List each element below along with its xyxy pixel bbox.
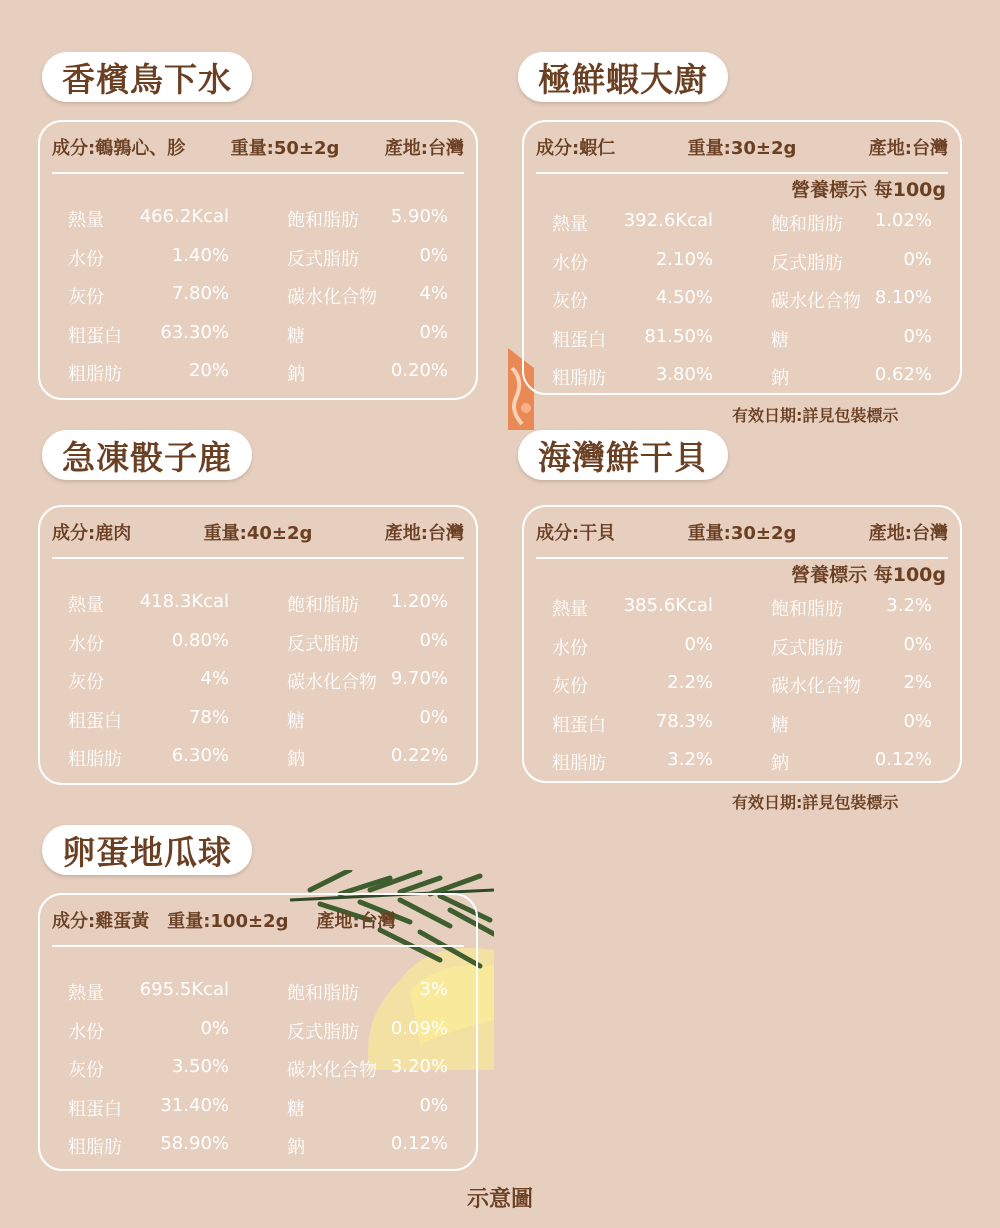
nutrient-row <box>68 354 448 393</box>
nutrient-label: 鈉 <box>287 364 305 386</box>
nutrient-pair-right <box>771 711 932 737</box>
nutrient-pair-right <box>771 364 932 390</box>
nutrient-pair-left <box>552 249 713 275</box>
weight-text: 重量:30±2g <box>687 138 797 159</box>
nutrient-value: 0% <box>419 244 448 266</box>
nutrient-pair-left <box>68 245 229 271</box>
nutrient-row <box>68 1089 448 1128</box>
nutrient-label: 飽和脂肪 <box>771 599 843 621</box>
nutrition-card <box>522 120 962 395</box>
nutrition-card <box>38 893 478 1171</box>
nutrient-label: 粗脂肪 <box>68 749 122 771</box>
nutrient-pair-left <box>68 360 229 386</box>
nutrient-pair-right <box>771 326 932 352</box>
nutrient-value: 31.40% <box>160 1094 229 1116</box>
nutrient-label: 飽和脂肪 <box>287 983 359 1005</box>
nutrient-label: 粗蛋白 <box>68 325 122 347</box>
nutrient-value: 0.20% <box>390 360 448 382</box>
card-header <box>52 895 464 947</box>
nutrient-row <box>68 1012 448 1051</box>
product-title: 極鮮蝦大廚 <box>518 52 728 102</box>
nutrient-row <box>68 316 448 355</box>
nutrient-value: 418.3Kcal <box>139 591 229 613</box>
nutrient-pair-right <box>771 287 932 313</box>
ingredient-text: 成分:鹿肉 <box>52 523 132 544</box>
nutrient-label: 灰份 <box>68 1060 104 1082</box>
nutrient-pair-right <box>287 245 448 271</box>
nutrient-value: 0.80% <box>171 629 229 651</box>
nutrient-label: 鈉 <box>771 368 789 390</box>
nutrient-value: 3.2% <box>667 749 713 771</box>
nutrient-label: 鈉 <box>287 749 305 771</box>
nutrient-value: 0% <box>903 633 932 655</box>
nutrient-pair-right <box>287 707 448 733</box>
card-header <box>52 507 464 559</box>
ingredient-text: 成分:干貝 <box>536 523 616 544</box>
nutrient-value: 385.6Kcal <box>623 595 713 617</box>
nutrient-value: 0% <box>419 321 448 343</box>
nutrient-label: 碳水化合物 <box>287 672 377 694</box>
nutrient-label: 水份 <box>68 633 104 655</box>
nutrient-pair-right <box>287 360 448 386</box>
per-100g-label: 營養標示 每100g <box>791 564 946 586</box>
nutrient-pair-left <box>68 283 229 309</box>
nutrient-row <box>68 1050 448 1089</box>
nutrient-value: 0% <box>419 1094 448 1116</box>
nutrient-pair-right <box>287 745 448 771</box>
nutrient-label: 水份 <box>68 248 104 270</box>
nutrition-card <box>38 120 478 400</box>
nutrient-label: 灰份 <box>552 291 588 313</box>
nutrient-pair-right <box>287 1018 448 1044</box>
nutrient-row <box>552 358 932 397</box>
nutrient-value: 2.2% <box>667 672 713 694</box>
nutrient-value: 2% <box>903 672 932 694</box>
nutrient-value: 3.2% <box>886 595 932 617</box>
nutrient-value: 695.5Kcal <box>139 979 229 1001</box>
nutrient-label: 熱量 <box>552 214 588 236</box>
nutrient-value: 63.30% <box>160 321 229 343</box>
nutrient-value: 6.30% <box>171 745 229 767</box>
nutrient-pair-right <box>287 206 448 232</box>
product-title: 卵蛋地瓜球 <box>42 825 252 875</box>
nutrient-value: 1.02% <box>874 210 932 232</box>
nutrient-row <box>552 628 932 667</box>
nutrient-pair-left <box>68 206 229 232</box>
card-header <box>536 507 948 559</box>
nutrient-pair-left <box>68 1056 229 1082</box>
nutrient-table <box>40 585 476 778</box>
nutrient-pair-left <box>68 745 229 771</box>
nutrient-pair-left <box>552 595 713 621</box>
nutrient-value: 3.80% <box>655 364 713 386</box>
nutrient-value: 78% <box>188 706 229 728</box>
origin-text: 產地:台灣 <box>384 138 464 159</box>
nutrient-value: 0.12% <box>390 1133 448 1155</box>
nutrient-pair-left <box>68 630 229 656</box>
nutrient-label: 糖 <box>771 329 789 351</box>
nutrient-value: 4.50% <box>655 287 713 309</box>
nutrient-value: 0.09% <box>390 1017 448 1039</box>
nutrient-value: 0% <box>903 248 932 270</box>
nutrient-pair-right <box>771 634 932 660</box>
nutrient-pair-left <box>552 749 713 775</box>
nutrient-pair-left <box>552 287 713 313</box>
nutrient-pair-left <box>68 1133 229 1159</box>
nutrient-label: 反式脂肪 <box>287 248 359 270</box>
nutrient-label: 反式脂肪 <box>287 633 359 655</box>
nutrient-pair-left <box>68 1018 229 1044</box>
nutrient-pair-left <box>552 210 713 236</box>
nutrient-label: 粗脂肪 <box>552 368 606 390</box>
nutrient-label: 糖 <box>287 1098 305 1120</box>
nutrient-label: 灰份 <box>68 287 104 309</box>
nutrient-label: 糖 <box>771 714 789 736</box>
nutrient-value: 8.10% <box>874 287 932 309</box>
nutrient-value: 4% <box>200 668 229 690</box>
nutrient-label: 糖 <box>287 710 305 732</box>
nutrient-row <box>68 701 448 740</box>
nutrient-label: 碳水化合物 <box>287 287 377 309</box>
nutrient-value: 0.22% <box>390 745 448 767</box>
nutrient-label: 碳水化合物 <box>771 676 861 698</box>
nutrient-value: 0.62% <box>874 364 932 386</box>
nutrient-pair-left <box>68 1095 229 1121</box>
nutrient-row <box>68 200 448 239</box>
nutrient-row <box>552 666 932 705</box>
nutrient-pair-right <box>771 249 932 275</box>
nutrient-value: 466.2Kcal <box>139 206 229 228</box>
weight-text: 重量:40±2g <box>203 523 313 544</box>
nutrient-value: 1.40% <box>171 244 229 266</box>
nutrient-label: 飽和脂肪 <box>287 210 359 232</box>
nutrient-value: 0% <box>903 710 932 732</box>
nutrient-label: 糖 <box>287 325 305 347</box>
nutrient-value: 5.90% <box>390 206 448 228</box>
nutrient-value: 0% <box>419 706 448 728</box>
weight-text: 重量:50±2g <box>230 138 340 159</box>
card-header <box>536 122 948 174</box>
expiry-note: 有效日期:詳見包裝標示 <box>732 793 899 812</box>
nutrient-value: 81.50% <box>644 325 713 347</box>
nutrition-card <box>38 505 478 785</box>
nutrient-label: 碳水化合物 <box>287 1060 377 1082</box>
nutrient-label: 粗蛋白 <box>552 714 606 736</box>
nutrient-value: 58.90% <box>160 1133 229 1155</box>
nutrient-label: 粗脂肪 <box>68 364 122 386</box>
nutrient-value: 3% <box>419 979 448 1001</box>
nutrient-label: 飽和脂肪 <box>771 214 843 236</box>
nutrient-label: 反式脂肪 <box>771 252 843 274</box>
nutrient-pair-left <box>552 711 713 737</box>
nutrient-pair-right <box>771 749 932 775</box>
nutrient-label: 灰份 <box>68 672 104 694</box>
nutrient-value: 0.12% <box>874 749 932 771</box>
nutrient-label: 水份 <box>552 637 588 659</box>
weight-text: 重量:30±2g <box>687 523 797 544</box>
nutrient-row <box>68 239 448 278</box>
nutrient-label: 水份 <box>552 252 588 274</box>
nutrient-pair-right <box>771 210 932 236</box>
nutrient-value: 20% <box>188 360 229 382</box>
nutrient-row <box>68 973 448 1012</box>
nutrient-label: 飽和脂肪 <box>287 595 359 617</box>
ingredient-text: 成分:雞蛋黃 <box>52 911 150 932</box>
origin-text: 產地:台灣 <box>868 523 948 544</box>
per-100g-label: 營養標示 每100g <box>791 179 946 201</box>
nutrient-value: 392.6Kcal <box>623 210 713 232</box>
nutrient-value: 9.70% <box>390 668 448 690</box>
origin-text: 產地:台灣 <box>316 911 396 932</box>
nutrient-row <box>68 277 448 316</box>
nutrient-pair-right <box>287 630 448 656</box>
product-title: 急凍骰子鹿 <box>42 430 252 480</box>
nutrient-pair-left <box>552 672 713 698</box>
nutrient-row <box>68 624 448 663</box>
nutrient-row <box>552 243 932 282</box>
nutrient-row <box>552 705 932 744</box>
nutrient-pair-right <box>287 591 448 617</box>
nutrient-label: 鈉 <box>287 1137 305 1159</box>
product-title: 海灣鮮干貝 <box>518 430 728 480</box>
expiry-note: 有效日期:詳見包裝標示 <box>732 406 899 425</box>
nutrient-table <box>40 200 476 393</box>
nutrient-table <box>524 204 960 397</box>
nutrient-row <box>68 662 448 701</box>
nutrient-pair-left <box>68 322 229 348</box>
nutrient-value: 0% <box>903 325 932 347</box>
nutrient-row <box>552 589 932 628</box>
nutrient-label: 反式脂肪 <box>771 637 843 659</box>
nutrient-label: 粗脂肪 <box>68 1137 122 1159</box>
nutrient-pair-right <box>287 283 448 309</box>
nutrient-table <box>40 973 476 1166</box>
nutrient-value: 3.20% <box>390 1056 448 1078</box>
nutrient-pair-left <box>68 668 229 694</box>
nutrient-value: 0% <box>419 629 448 651</box>
nutrient-value: 78.3% <box>655 710 713 732</box>
nutrient-pair-right <box>287 322 448 348</box>
nutrient-row <box>552 204 932 243</box>
nutrient-label: 碳水化合物 <box>771 291 861 313</box>
nutrient-pair-right <box>287 1095 448 1121</box>
nutrient-value: 4% <box>419 283 448 305</box>
nutrient-pair-left <box>552 326 713 352</box>
ingredient-text: 成分:鵪鶉心、胗 <box>52 138 186 159</box>
nutrient-value: 7.80% <box>171 283 229 305</box>
nutrient-label: 粗蛋白 <box>68 1098 122 1120</box>
nutrient-row <box>68 1127 448 1166</box>
card-header <box>52 122 464 174</box>
nutrient-label: 水份 <box>68 1021 104 1043</box>
nutrient-value: 2.10% <box>655 248 713 270</box>
nutrient-value: 0% <box>200 1017 229 1039</box>
nutrient-row <box>552 320 932 359</box>
nutrient-pair-right <box>287 1056 448 1082</box>
nutrient-pair-left <box>552 634 713 660</box>
origin-text: 產地:台灣 <box>384 523 464 544</box>
nutrient-label: 灰份 <box>552 676 588 698</box>
nutrient-pair-right <box>287 668 448 694</box>
nutrient-table <box>524 589 960 782</box>
nutrient-label: 粗脂肪 <box>552 753 606 775</box>
nutrient-pair-right <box>287 1133 448 1159</box>
weight-text: 重量:100±2g <box>167 911 289 932</box>
nutrient-label: 鈉 <box>771 753 789 775</box>
nutrient-label: 反式脂肪 <box>287 1021 359 1043</box>
nutrient-value: 1.20% <box>390 591 448 613</box>
nutrient-label: 熱量 <box>68 983 104 1005</box>
nutrient-pair-left <box>68 707 229 733</box>
illustration-note: 示意圖 <box>466 1187 533 1212</box>
product-title: 香檳鳥下水 <box>42 52 252 102</box>
nutrient-label: 熱量 <box>552 599 588 621</box>
nutrient-pair-left <box>68 979 229 1005</box>
nutrient-pair-right <box>771 595 932 621</box>
nutrient-value: 0% <box>684 633 713 655</box>
ingredient-text: 成分:蝦仁 <box>536 138 616 159</box>
nutrient-value: 3.50% <box>171 1056 229 1078</box>
origin-text: 產地:台灣 <box>868 138 948 159</box>
nutrient-label: 熱量 <box>68 210 104 232</box>
nutrient-row <box>68 585 448 624</box>
nutrition-card <box>522 505 962 783</box>
nutrient-pair-left <box>68 591 229 617</box>
nutrient-label: 粗蛋白 <box>552 329 606 351</box>
nutrient-row <box>552 281 932 320</box>
nutrient-label: 熱量 <box>68 595 104 617</box>
nutrient-row <box>68 739 448 778</box>
nutrient-pair-right <box>287 979 448 1005</box>
nutrient-pair-right <box>771 672 932 698</box>
nutrient-label: 粗蛋白 <box>68 710 122 732</box>
nutrient-row <box>552 743 932 782</box>
nutrient-pair-left <box>552 364 713 390</box>
